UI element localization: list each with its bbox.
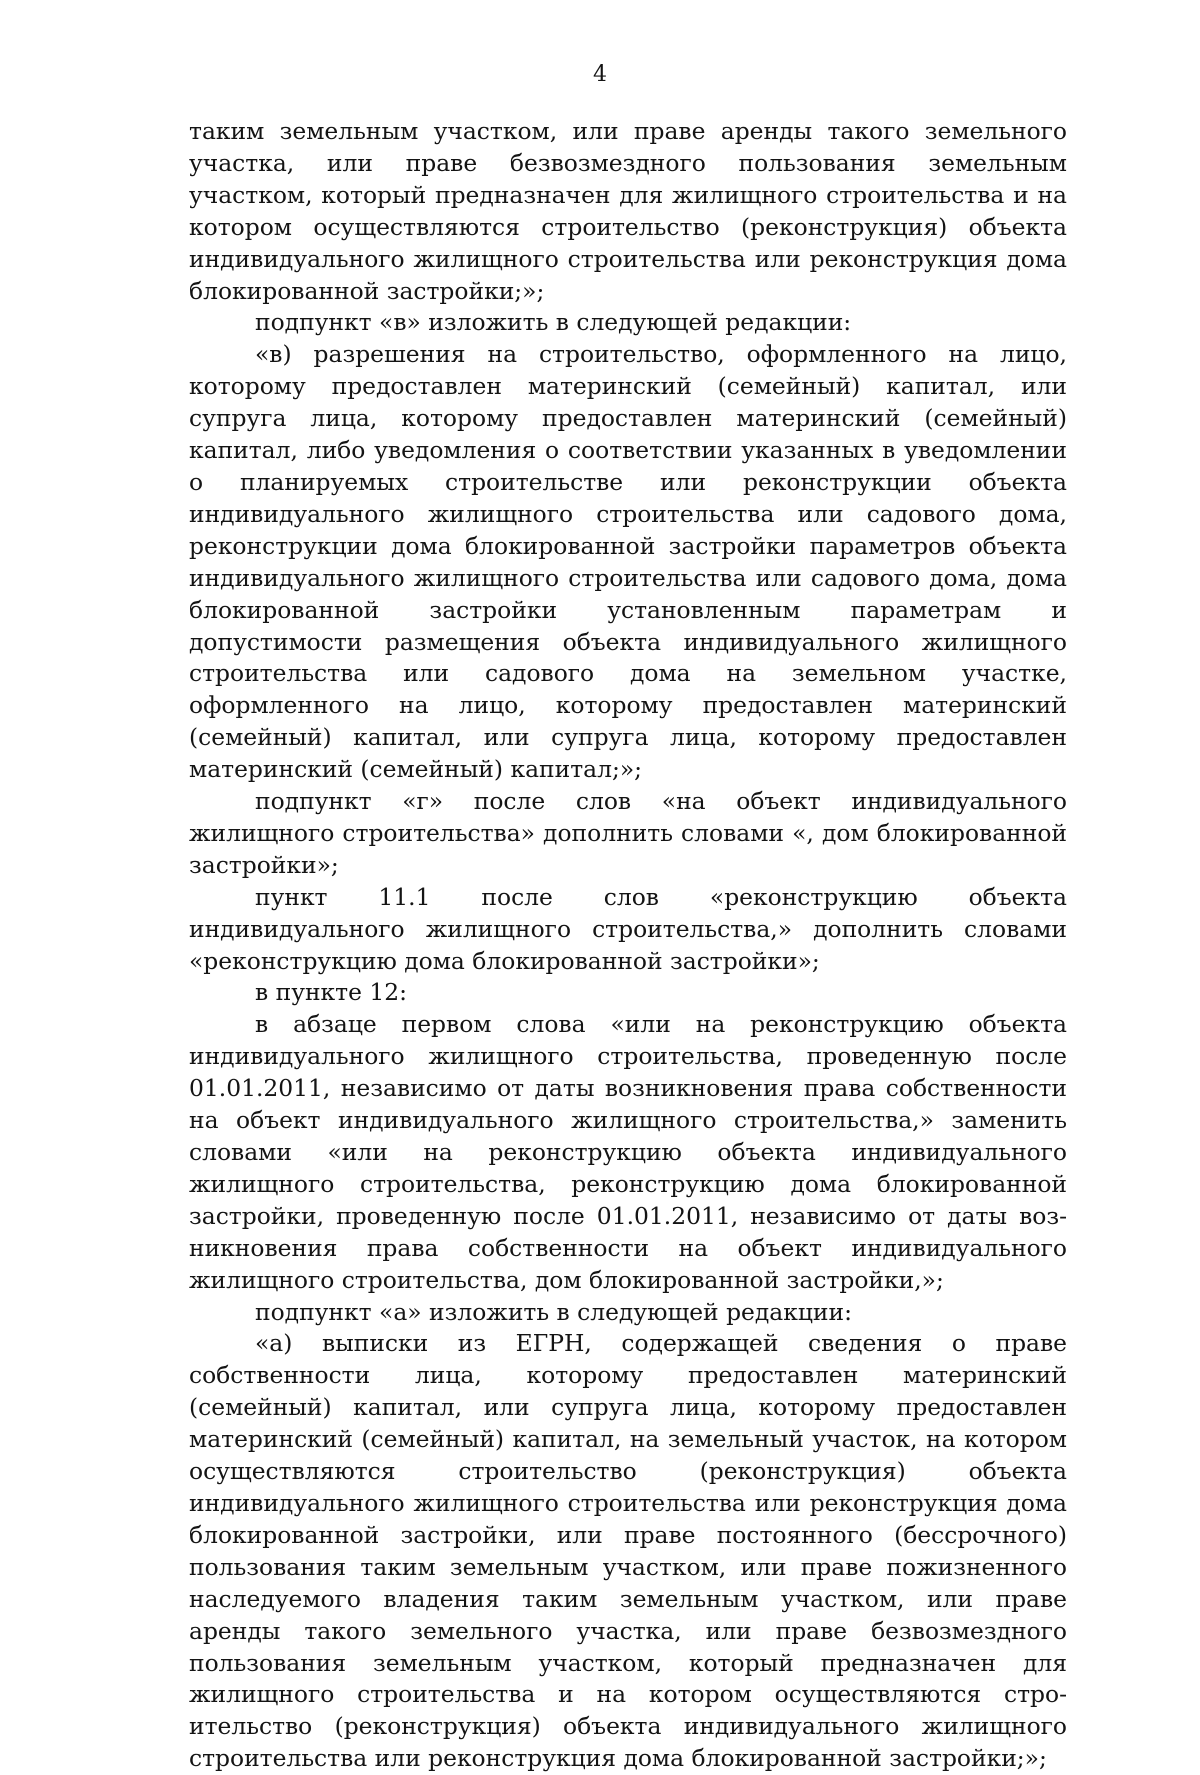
- page-number: 4: [593, 62, 607, 87]
- document-body: [189, 116, 1067, 1775]
- paragraph-7: в абзаце первом слова «или на реконструкцию объекта индивидуального жилищного строительства, проведенную после 01.01.2011, независимо от даты возникновения права собственности на объект индивидуального жилищного строительства,» заменить словами «или на реконструкцию объекта индивидуального жилищного строительства, реконструкцию дома блокированной застройки, проведенную после 01.01.2011, независимо от даты возникновения права собственности на объект индивидуального жилищного строительства, дом блокированной застройки,»;: [189, 1010, 1067, 1294]
- paragraph-1: таким земельным участком, или праве аренды такого земельного участка, или праве безвозмездного пользования земельным участком, который предназначен для жилищного строительства и на котором осуществляются строительство (реконструкция) объекта индивидуального жилищного строительства или реконструкция дома блокированной застройки;»;: [189, 117, 1067, 305]
- paragraph-3: «в) разрешения на строительство, оформленного на лицо, которому предоставлен материнский (семейный) капитал, или супруга лица, которому предоставлен материнский (семейный) капитал, либо уведомления о соответствии указанных в уведомлении о планируемых строительстве или реконструкции объекта индивидуального жилищного строительства или садового дома, реконструкции дома блокированной застройки параметров объекта индивидуального жилищного строительства или садового дома, дома блокированной застройки установленным параметрам и допустимости размещения объекта индивидуального жилищного строительства или садового дома на земельном участке, оформленного на лицо, которому предоставлен материнский (семейный) капитал, или супруга лица, которому предоставлен материнский (семейный) капитал;»;: [189, 340, 1067, 784]
- paragraph-4: подпункт «г» после слов «на объект индивидуального жилищного строительства» дополнить словами «, дом блокированной застройки»;: [189, 787, 1067, 879]
- paragraph-6: в пункте 12:: [255, 978, 408, 1007]
- paragraph-9: «а) выписки из ЕГРН, содержащей сведения о праве собственности лица, которому предоставлен материнский (семейный) капитал, или супруга лица, которому предоставлен материнский (семейный) капитал, на земельный участок, на котором осуществляются строительство (реконструкция) объекта индивидуального жилищного строительства или реконструкция дома блокированной застройки, или праве постоянного (бессрочного) пользования таким земельным участком, или праве пожизненного наследуемого владения таким земельным участком, или праве аренды такого земельного участка, или праве безвозмездного пользования земельным участком, который предназначен для жилищного строительства и на котором осуществляются строительство (реконструкция) объекта индивидуального жилищного строительства или реконструкция дома блокированной застройки;»;: [189, 1329, 1067, 1773]
- paragraph-5: пункт 11.1 после слов «реконструкцию объекта индивидуального жилищного строительства,» дополнить словами «реконструкцию дома блокированной застройки»;: [189, 882, 1067, 975]
- paragraph-2: подпункт «в» изложить в следующей редакции:: [255, 308, 852, 337]
- paragraph-8: подпункт «а» изложить в следующей редакции:: [255, 1297, 852, 1326]
